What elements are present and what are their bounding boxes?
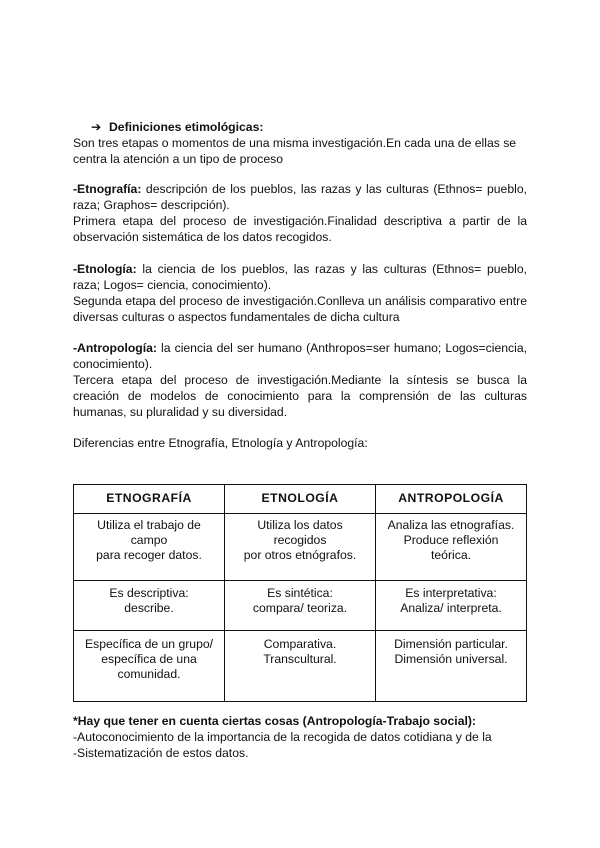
definition-paragraph (73, 181, 527, 213)
cell-line: Dimensión universal. (394, 652, 508, 666)
note-title: *Hay que tener en cuenta ciertas cosas (Antropología-Trabajo social): (73, 714, 476, 728)
stage-paragraph: Segunda etapa del proceso de investigación.Conlleva un análisis comparativo entre diversas culturas o aspectos fundamentales de dicha cultura (73, 294, 527, 324)
note-block (73, 713, 527, 761)
cell-line: por otros etnógrafos. (243, 548, 357, 562)
cell-line: comunidad. (117, 667, 181, 681)
table-cell (74, 631, 225, 702)
table-cell (376, 631, 527, 702)
stage-paragraph: Primera etapa del proceso de investigación.Finalidad descriptiva a partir de la observación sistemática de los datos recogidos. (73, 214, 527, 244)
intro-paragraph (73, 135, 527, 167)
definition-paragraph (73, 340, 527, 372)
table-cell (225, 581, 376, 631)
note-line: -Autoconocimiento de la importancia de la recogida de datos cotidiana y de la (73, 730, 492, 744)
table-row (74, 514, 527, 581)
cell-line: Analiza las etnografías. (387, 518, 515, 532)
cell-line: Utiliza el trabajo de (97, 518, 201, 532)
intro-line: centra la atención a un tipo de proceso (73, 152, 284, 166)
stage-paragraph: Tercera etapa del proceso de investigación.Mediante la síntesis se busca la creación de modelos de conocimiento para la comprensión de las culturas humanas, su pluralidad y su diversidad. (73, 373, 527, 419)
cell-line: Analiza/ interpreta. (400, 601, 502, 615)
definition-text: la ciencia del ser humano (Anthropos=ser humano; Logos=ciencia, conocimiento). (73, 341, 527, 371)
table-cell (74, 581, 225, 631)
cell-line: para recoger datos. (96, 548, 202, 562)
cell-line: Es sintética: (267, 586, 333, 600)
table-cell (376, 581, 527, 631)
arrow-icon: ➔ (91, 120, 102, 134)
table-row (74, 581, 527, 631)
definition-text: descripción de los pueblos, las razas y las culturas (Ethnos= pueblo, raza; Graphos= descripción). (73, 182, 527, 212)
cell-line: Utiliza los datos recogidos (257, 518, 343, 547)
cell-line: compara/ teoriza. (252, 601, 348, 615)
table-header-cell: ANTROPOLOGÍA (376, 485, 527, 514)
definition-etnografia (73, 181, 527, 245)
cell-line: Transcultural. (263, 652, 337, 666)
note-line: -Sistematización de estos datos. (73, 746, 249, 760)
cell-line: Produce reflexión teórica. (403, 533, 499, 562)
table-header-cell: ETNOGRAFÍA (74, 485, 225, 514)
section-heading (91, 119, 263, 135)
heading-text: Definiciones etimológicas: (109, 120, 264, 134)
definition-term: -Antropología: (73, 341, 157, 355)
table-row (74, 631, 527, 702)
definition-antropologia (73, 340, 527, 420)
definition-term: -Etnografía: (73, 182, 142, 196)
cell-line: Específica de un grupo/ (84, 637, 214, 651)
table-cell (376, 514, 527, 581)
intro-line: Son tres etapas o momentos de una misma investigación.En cada una de ellas se (73, 136, 517, 150)
cell-line: específica de una (101, 652, 197, 666)
cell-line: Es descriptiva: (109, 586, 189, 600)
definition-paragraph (73, 261, 527, 293)
table-cell (74, 514, 225, 581)
definition-text: la ciencia de los pueblos, las razas y las culturas (Ethnos= pueblo, raza; Logos= ciencia, conocimiento). (73, 262, 527, 292)
cell-line: Es interpretativa: (405, 586, 497, 600)
definition-term: -Etnología: (73, 262, 137, 276)
table-header-cell: ETNOLOGÍA (225, 485, 376, 514)
cell-line: campo (130, 533, 168, 547)
comparison-table (73, 484, 527, 702)
cell-line: Comparativa. (263, 637, 337, 651)
table-cell (225, 514, 376, 581)
cell-line: Dimensión particular. (394, 637, 508, 651)
table-header-row (74, 485, 527, 514)
cell-line: describe. (124, 601, 174, 615)
table-cell (225, 631, 376, 702)
differences-title: Diferencias entre Etnografía, Etnología y Antropología: (73, 436, 368, 450)
definition-etnologia (73, 261, 527, 325)
